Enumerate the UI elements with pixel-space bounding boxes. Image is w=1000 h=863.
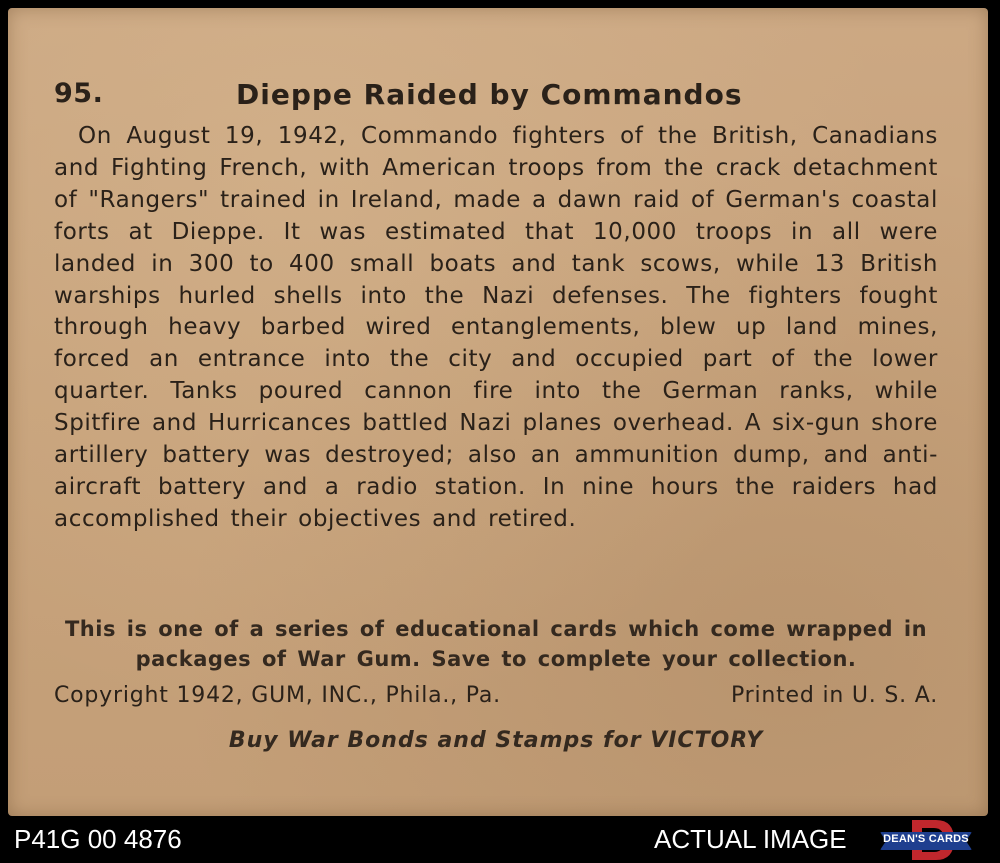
logo-text: DEAN'S CARDS — [883, 833, 969, 845]
footer-bar — [0, 816, 1000, 863]
trading-card-back — [8, 8, 988, 816]
certification-number: P41G 00 4876 — [14, 824, 182, 854]
card-title: Dieppe Raided by Commandos — [236, 78, 743, 111]
printed-in-text: Printed in U. S. A. — [730, 683, 938, 708]
series-note: This is one of a series of educational cards which come wrapped in packages of War Gum. Save to complete your collection. — [64, 617, 928, 671]
deans-cards-logo-icon[interactable] — [878, 818, 974, 862]
card-number: 95. — [54, 78, 104, 109]
copyright-text: Copyright 1942, GUM, INC., Phila., Pa. — [54, 683, 501, 708]
war-bonds-slogan: Buy War Bonds and Stamps for VICTORY — [228, 728, 764, 753]
card-story-text: On August 19, 1942, Commando fighters of the British, Canadians and Fighting French, with American troops from the crack detachment of "Rangers" trained in Ireland, made a dawn raid of German's coastal forts at Dieppe. It was estimated that 10,000 troops in all were landed in 300 to 400 small boats and tank scows, while 13 British warships hurled shells into the Nazi defenses. The fighters fought through heavy barbed wired entanglements, blew up land mines, forced an entrance into the city and occupied part of the lower quarter. Tanks poured cannon fire into the German ranks, while Spitfire and Hurricances battled Nazi planes overhead. A six-gun shore artillery battery was destroyed; also an ammunition dump, and anti-aircraft battery and a radio station. In nine hours the raiders had accomplished their objectives and retired. — [54, 123, 938, 532]
copyright-line — [54, 683, 938, 717]
card-header — [54, 78, 944, 122]
actual-image-label: ACTUAL IMAGE — [654, 824, 847, 854]
